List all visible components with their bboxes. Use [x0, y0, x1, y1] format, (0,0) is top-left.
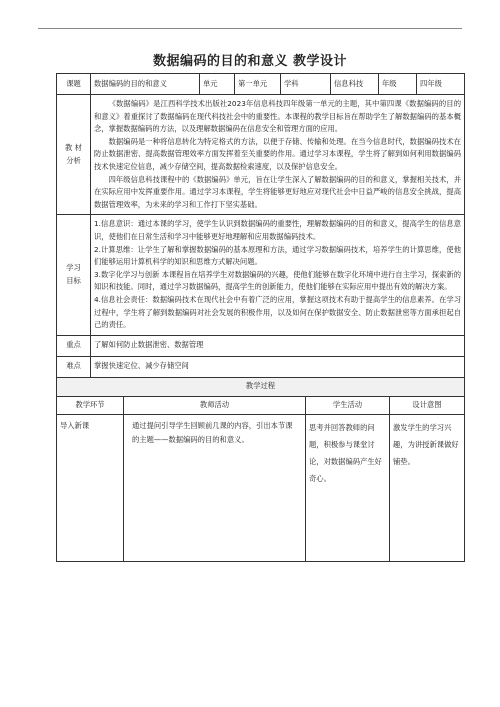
topic-label: 课题 [57, 74, 91, 95]
unit-value: 第一单元 [235, 74, 281, 95]
analysis-paragraph: 四年级信息科技课程中的《数据编码》单元，旨在让学生深入了解数据编码的目的和意义，掌握相关技术，并在实际应用中发挥重要作用。通过学习本课程，学生将能够更好地应对现代社会中日益严峻的信息安全挑战，提高数据管理效率，为未来的学习和工作打下坚实基础。 [94, 174, 461, 209]
objective-item: 3.数字化学习与创新 本课程旨在培养学生对数据编码的兴趣，使他们能够在数字化环境中进行自主学习，探索新的知识和技能。同时，通过学习数据编码，提高学生的创新能力，使他们能够在实际应用中提出有效的解决方案。 [94, 269, 461, 292]
process-table [56, 396, 465, 562]
objectives-row [57, 215, 465, 335]
difficulty-label: 难点 [57, 356, 91, 377]
key-point-label: 重点 [57, 335, 91, 356]
document-title: 数据编码的目的和意义 教学设计 [152, 54, 348, 69]
teacher-activity-cell: 通过提问引导学生回顾前几课的内容，引出本节课的主题——数据编码的目的和意义。 [124, 414, 306, 561]
analysis-content [91, 95, 465, 215]
column-header-stage: 教学环节 [57, 396, 124, 414]
key-point-row [57, 335, 465, 356]
difficulty-row [57, 356, 465, 377]
subject-label: 学科 [281, 74, 331, 95]
subject-value: 信息科技 [331, 74, 379, 95]
analysis-label: 教 材 分析 [57, 95, 91, 215]
analysis-row [57, 95, 465, 215]
process-row [57, 414, 465, 561]
unit-label: 单元 [200, 74, 235, 95]
analysis-paragraph: 《数据编码》是江西科学技术出版社2023年信息科技四年级第一单元的主题，其中第四课《数据编码的目的和意义》着重探讨了数据编码在现代科技社会中的重要性。本课程的教学目标旨在帮助学生了解数据编码的基本概念，掌握数据编码的方法，以及理解数据编码在信息安全和管理方面的应用。 [94, 99, 461, 134]
key-point-value: 了解如何防止数据泄密、数据管理 [91, 335, 465, 356]
difficulty-value: 掌握快速定位、减少存储空间 [91, 356, 465, 377]
column-header-teacher: 教师活动 [124, 396, 306, 414]
analysis-paragraph: 数据编码是一种将信息转化为特定格式的方法，以便于存储、传输和处理。在当今信息时代，数据编码技术在防止数据泄密、提高数据管理效率方面发挥着至关重要的作用。通过学习本课程，学生将了解到如何利用数据编码技术快速定位信息，减少存储空间，提高数据检索速度，以及保护信息安全。 [94, 136, 461, 171]
objective-item: 1.信息意识：通过本课的学习，使学生认识到数据编码的重要性，理解数据编码的目的和意义，提高学生的信息意识，使他们在日常生活和学习中能够更好地理解和应用数据编码技术。 [94, 219, 461, 241]
header-rule [38, 28, 462, 29]
lesson-plan-table [56, 73, 465, 397]
process-section-title: 教学过程 [57, 377, 465, 396]
objectives-content [91, 215, 465, 335]
design-intent-cell: 激发学生的学习兴趣，为讲授新课做好铺垫。 [390, 414, 465, 561]
topic-row [57, 74, 465, 95]
lesson-plan-table-wrap [56, 73, 464, 562]
objectives-label: 学习 目标 [57, 215, 91, 335]
process-section-row [57, 377, 465, 396]
stage-cell: 导入新课 [57, 414, 124, 561]
objective-item: 2.计算思维：让学生了解和掌握数据编码的基本原理和方法，通过学习数据编码技术，培养学生的计算思维，使他们能够运用计算机科学的知识和思维方式解决问题。 [94, 244, 461, 267]
grade-value: 四年级 [417, 74, 465, 95]
topic-value: 数据编码的目的和意义 [91, 74, 200, 95]
column-header-student: 学生活动 [306, 396, 390, 414]
student-activity-cell: 思考并回答教师的问题，积极参与课堂讨论，对数据编码产生好奇心。 [306, 414, 390, 561]
process-header-row [57, 396, 465, 414]
grade-label: 年级 [379, 74, 417, 95]
objective-item: 4.信息社会责任：数据编码技术在现代社会中有着广泛的应用，掌握这项技术有助于提高学生的信息素养。在学习过程中，学生将了解到数据编码对社会发展的积极作用，以及如何在保护数据安全、防止数据泄密等方面承担起自己的责任。 [94, 294, 461, 330]
column-header-intent: 设计意图 [390, 396, 465, 414]
